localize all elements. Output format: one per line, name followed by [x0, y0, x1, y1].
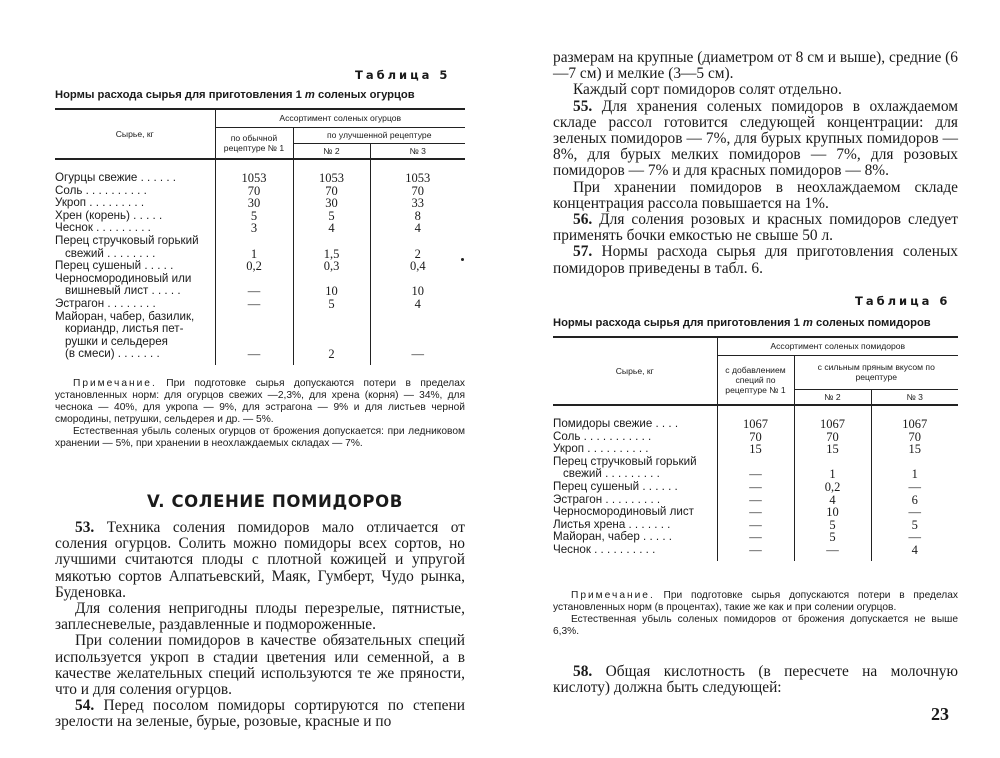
page-number: 23 [931, 704, 949, 724]
row-label: свежий . . . . . . . . [65, 247, 156, 260]
table-row [553, 443, 958, 456]
row-value-v3: 0,4 [370, 260, 465, 273]
table-row [553, 481, 958, 494]
table6-note [553, 590, 958, 638]
row-label: Помидоры свежие . . . . [553, 418, 679, 430]
row-label: Черносмородиновый или [55, 272, 192, 285]
paragraph-text: При солении помидоров в качестве обязательных специй используется укроп в стадии цветения или семенной, а в качестве желательных специй используются те же пряности, что и для соления огурцов. [55, 632, 465, 699]
table5-header-subgroup: по улучшенной рецептуре [293, 127, 465, 143]
paragraph [55, 633, 465, 698]
right-body-text [553, 50, 958, 277]
row-label: кориандр, листья пет- [65, 323, 184, 336]
paragraph [553, 82, 958, 98]
row-value-v1 [215, 273, 293, 286]
paragraph-text: Для хранения соленых помидоров в охлаждаемом складе рассол готовится следующей концентрации: для зеленых помидоров — 7%, для бурых крупных помидоров — 8%, для бурых мелких помидоров — 7%, для розовых помидоров — 7% и для красных помидоров — 8%. [553, 97, 958, 180]
row-value-v3: — [370, 348, 465, 361]
row-value-v2: 2 [293, 348, 370, 361]
table5-number: Таблица 5 [355, 68, 451, 82]
row-value-v2: 1 [794, 468, 871, 481]
row-value-v2 [293, 311, 370, 324]
row-label: Майоран, чабер . . . . . [553, 531, 673, 544]
table6-note-text2: Естественная убыль соленых помидоров от брожения допускается не выше 6,3%. [553, 614, 958, 637]
row-value-v3: 15 [871, 443, 958, 456]
row-value-v3: — [871, 506, 958, 519]
row-value-v3: 2 [370, 248, 465, 261]
row-value-v1: 3 [215, 222, 293, 235]
table5-note [55, 378, 465, 450]
paragraph-text: Общая кислотность (в пересчете на молочную кислоту) должна быть следующей: [553, 663, 958, 697]
row-value-v2 [293, 336, 370, 349]
row-value-v3: 70 [871, 431, 958, 444]
paragraph-text: Перед посолом помидоры сортируются по степени зрелости на зеленые, бурые, розовые, красные и по [55, 697, 465, 731]
table5-header-col3: № 3 [370, 143, 465, 159]
row-value-v3 [370, 311, 465, 324]
table-row [55, 222, 465, 235]
row-value-v1: — [717, 506, 794, 519]
row-value-v2: 0,2 [794, 481, 871, 494]
row-value-v2: 1,5 [293, 248, 370, 261]
row-value-v3: 1 [871, 468, 958, 481]
row-value-v1: — [717, 494, 794, 507]
row-value-v1: — [717, 531, 794, 544]
row-label: вишневый лист . . . . . [65, 285, 181, 298]
row-label: Перец стручковый горький [553, 455, 697, 468]
row-value-v3: — [871, 531, 958, 544]
row-value-v3 [370, 273, 465, 286]
row-value-v1: 1 [215, 248, 293, 261]
table6-header-group: Ассортимент соленых помидоров [717, 337, 958, 355]
table5 [55, 108, 465, 365]
table-row [55, 311, 465, 324]
paragraph-number: 54. [75, 697, 95, 715]
table-row [55, 336, 465, 349]
row-value-v1: — [717, 468, 794, 481]
row-value-v1: 1053 [215, 172, 293, 185]
table6-title-unit: т [802, 317, 813, 329]
row-value-v2: 1053 [293, 172, 370, 185]
table6-note-label: Примечание. [571, 590, 655, 601]
paragraph [553, 99, 958, 180]
table5-header-raw: Сырье, кг [55, 109, 215, 159]
table5-note-label: Примечание. [73, 378, 157, 389]
row-value-v1: 0,2 [215, 260, 293, 273]
row-value-v2: 15 [794, 443, 871, 456]
row-value-v2 [293, 273, 370, 286]
row-label: Перец сушеный . . . . . [55, 260, 174, 273]
row-value-v2: 30 [293, 197, 370, 210]
paragraph-number: 55. [573, 97, 593, 115]
table6-header-col3: № 3 [871, 389, 958, 405]
paragraph-text: При хранении помидоров в неохлаждаемом складе концентрация рассола повышается на 1%. [553, 178, 958, 212]
row-value-v3: 33 [370, 197, 465, 210]
table-row [55, 285, 465, 298]
table-row [55, 197, 465, 210]
row-value-v1: — [215, 348, 293, 361]
table6-title-post: соленых помидоров [812, 317, 931, 329]
row-value-v1: — [717, 481, 794, 494]
paragraph-text: Для соления розовых и красных помидоров следует применять бочки емкостью не свыше 50 л. [553, 211, 958, 245]
row-value-v2: 10 [293, 285, 370, 298]
paragraph [553, 212, 958, 244]
table5-title [55, 89, 415, 101]
row-value-v1 [717, 456, 794, 469]
table6-header-subgroup: с сильным пряным вкусом по рецептуре [794, 355, 958, 389]
row-value-v3 [871, 456, 958, 469]
print-speck [461, 258, 464, 261]
row-value-v3 [370, 336, 465, 349]
row-value-v1: 1067 [717, 418, 794, 431]
row-value-v3: 8 [370, 210, 465, 223]
row-value-v2: 5 [293, 298, 370, 311]
paragraph-number: 53. [75, 519, 95, 536]
table6-header-col2: № 2 [794, 389, 871, 405]
row-label: (в смеси) . . . . . . . [65, 348, 160, 361]
table-row [55, 235, 465, 248]
paragraph-text: Нормы расхода сырья для приготовления соленых помидоров приведены в табл. 6. [553, 243, 958, 277]
row-value-v2: 4 [794, 494, 871, 507]
row-label: Огурцы свежие . . . . . . [55, 172, 177, 184]
paragraph [55, 520, 465, 601]
row-label: Чеснок . . . . . . . . . . [553, 543, 656, 556]
row-value-v2 [293, 323, 370, 336]
table-row [55, 248, 465, 261]
row-value-v3: 70 [370, 185, 465, 198]
paragraph [55, 601, 465, 633]
paragraph-number: 58. [573, 663, 593, 680]
row-value-v3: 4 [370, 222, 465, 235]
row-value-v3: 6 [871, 494, 958, 507]
row-label: Перец стручковый горький [55, 234, 199, 247]
table6-header-col1: с добавлением специй по рецептуре № 1 [717, 355, 794, 405]
table-row [55, 172, 465, 185]
paragraph [55, 698, 465, 730]
row-label: Укроп . . . . . . . . . . [553, 443, 649, 456]
row-value-v2: 1067 [794, 418, 871, 431]
row-value-v1: — [215, 298, 293, 311]
table6-header-raw: Сырье, кг [553, 337, 717, 405]
row-value-v1: 15 [717, 443, 794, 456]
row-value-v3 [370, 323, 465, 336]
table-row [55, 260, 465, 273]
row-label: Перец сушеный . . . . . . [553, 480, 678, 493]
table6-title [553, 317, 931, 329]
table6-note-text: При подготовке сырья допускаются потери в пределах установленных норм (в процентах), такие же как и при солении огурцов. [553, 590, 958, 613]
table-row [553, 456, 958, 469]
table-row [55, 298, 465, 311]
row-value-v1 [215, 235, 293, 248]
table-row [55, 210, 465, 223]
row-value-v2 [293, 235, 370, 248]
row-value-v2 [794, 456, 871, 469]
row-label: Укроп . . . . . . . . . [55, 197, 145, 210]
left-body-text [55, 520, 465, 731]
paragraph [553, 180, 958, 212]
table-row [553, 431, 958, 444]
table5-header-col1: по обычной рецептуре № 1 [215, 127, 293, 159]
row-value-v2: 10 [794, 506, 871, 519]
table5-title-pre: Нормы расхода сырья для приготовления 1 [55, 89, 305, 101]
table5-title-post: соленых огурцов [314, 89, 415, 101]
table-row [553, 531, 958, 544]
row-label: Майоран, чабер, базилик, [55, 310, 195, 323]
paragraph-number: 57. [573, 243, 593, 261]
row-value-v1: — [717, 544, 794, 557]
row-label: свежий . . . . . . . . . [563, 468, 660, 481]
row-value-v3: — [871, 481, 958, 494]
row-value-v1: — [717, 519, 794, 532]
table-row [553, 494, 958, 507]
row-value-v1 [215, 336, 293, 349]
row-label: Эстрагон . . . . . . . . [55, 297, 156, 310]
row-label: Хрен (корень) . . . . . [55, 209, 163, 222]
row-value-v3: 5 [871, 519, 958, 532]
row-label: Соль . . . . . . . . . . . [553, 430, 652, 443]
table-row [553, 418, 958, 431]
row-value-v2: 70 [794, 431, 871, 444]
row-value-v2: 5 [293, 210, 370, 223]
row-value-v3: 1067 [871, 418, 958, 431]
row-value-v1: 30 [215, 197, 293, 210]
table-row [553, 544, 958, 557]
row-value-v1: 70 [717, 431, 794, 444]
paragraph-text: Каждый сорт помидоров солят отдельно. [573, 81, 842, 99]
row-value-v2: — [794, 544, 871, 557]
table5-note-text2: Естественная убыль соленых огурцов от брожения допускается: при ледниковом хранении — 5%, при хранении в неохлаждаемых складах — 7%. [55, 426, 465, 449]
paragraph-text: размерам на крупные (диаметром от 8 см и выше), средние (6—7 см) и мелкие (3—5 см). [553, 49, 958, 83]
table-row [55, 323, 465, 336]
table6-number: Таблица 6 [855, 294, 951, 308]
table5-header-group: Ассортимент соленых огурцов [215, 109, 465, 127]
table6 [553, 336, 958, 561]
paragraph [553, 244, 958, 276]
table6-title-pre: Нормы расхода сырья для приготовления 1 [553, 317, 803, 329]
row-label: Эстрагон . . . . . . . . . [553, 493, 661, 506]
paragraph [553, 50, 958, 82]
closing-paragraph [553, 664, 958, 696]
row-value-v1: 70 [215, 185, 293, 198]
row-value-v3: 10 [370, 285, 465, 298]
row-value-v3: 4 [370, 298, 465, 311]
row-value-v3: 1053 [370, 172, 465, 185]
row-value-v1 [215, 323, 293, 336]
table5-title-unit: т [304, 89, 315, 101]
paragraph-text: Техника соления помидоров мало отличается от соления огурцов. Солить можно помидоры всех сортов, но лучшими считаются плоды с плотной кожицей и упругой мякотью сортов Алпатьевский, Маяк, Гумберт, Чудо рынка, Буденовка. [55, 519, 465, 601]
row-label: Листья хрена . . . . . . . [553, 518, 671, 531]
row-value-v1 [215, 311, 293, 324]
row-label: рушки и сельдерея [65, 335, 168, 348]
table-row [553, 468, 958, 481]
row-value-v2: 4 [293, 222, 370, 235]
row-value-v3 [370, 235, 465, 248]
row-label: Черносмородиновый лист [553, 506, 694, 519]
row-label: Соль . . . . . . . . . . [55, 184, 147, 197]
table-row [55, 273, 465, 286]
table-row [55, 348, 465, 361]
paragraph-number: 56. [573, 211, 593, 229]
row-value-v1: 5 [215, 210, 293, 223]
paragraph-text: Для соления непригодны плоды перезрелые, пятнистые, заплесневелые, раздавленные и подмороженные. [55, 600, 465, 634]
row-value-v2: 5 [794, 519, 871, 532]
table-row [553, 519, 958, 532]
table-row [553, 506, 958, 519]
row-value-v2: 0,3 [293, 260, 370, 273]
row-value-v2: 5 [794, 531, 871, 544]
table5-header-col2: № 2 [293, 143, 370, 159]
table-row [55, 185, 465, 198]
row-value-v1: — [215, 285, 293, 298]
row-value-v2: 70 [293, 185, 370, 198]
table5-note-text: При подготовке сырья допускаются потери в пределах установленных норм: для огурцов свежих —2,3%, для хрена (корня) — 34%, для чеснока — 40%, для укропа — 9%, для эстрагона — 9% и для листьев черной смородины, петрушки, сельдерея и др. — 5%. [55, 378, 465, 425]
row-label: Чеснок . . . . . . . . . [55, 222, 151, 235]
section-heading: V. СОЛЕНИЕ ПОМИДОРОВ [147, 492, 403, 511]
row-value-v3: 4 [871, 544, 958, 557]
